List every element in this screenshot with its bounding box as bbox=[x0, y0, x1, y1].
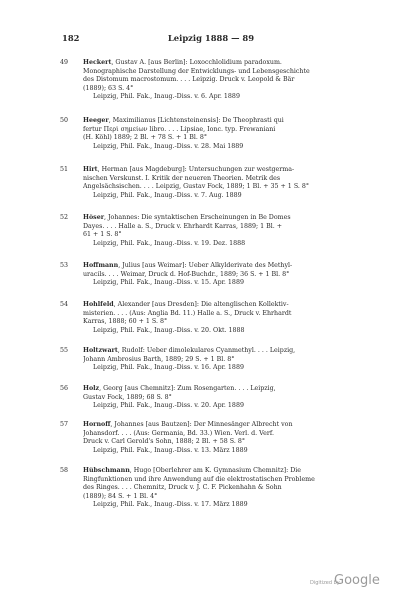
entry-line: (1889); 63 S. 4° bbox=[83, 84, 134, 92]
entry-text bbox=[83, 385, 362, 411]
entry-line: nischen Verskunst. I. Kritik der neueren Theorien. Metrik des bbox=[83, 174, 281, 182]
page-header bbox=[62, 33, 360, 47]
entry-number: 55 bbox=[60, 347, 69, 354]
entry-text bbox=[83, 467, 362, 510]
entry-line: Hohlfeld, Alexander [aus Dresden]: Die altenglischen Kollektiv- bbox=[83, 301, 289, 308]
entry-line: Johann Ambrosius Barth, 1889; 29 S. + 1 Bl. 8° bbox=[83, 355, 235, 363]
watermark-prefix: Digitized by bbox=[310, 580, 340, 586]
entry-line: Dayes. . . . Halle a. S., Druck v. Ehrhardt Karras, 1889; 1 Bl. + bbox=[83, 222, 283, 230]
entry-line: (1889); 84 S. + 1 Bl. 4° bbox=[83, 492, 158, 500]
entry-dissertation-line: Leipzig, Phil. Fak., Inaug.-Diss. v. 17. März 1889 bbox=[93, 501, 248, 509]
google-logo: Google bbox=[334, 573, 380, 588]
entry-line: Karras, 1888; 60 + 1 S. 8° bbox=[83, 318, 168, 326]
entry-line: Johansdorf. . . . (Aus: Germania, Bd. 33.) Wien. Verl. d. Verf. bbox=[83, 429, 274, 437]
entry-number: 57 bbox=[60, 421, 69, 428]
page-title: Leipzig 1888 — 89 bbox=[167, 33, 255, 43]
entry-line: Höser, Johannes: Die syntaktischen Erscheinungen in Be Domes bbox=[83, 214, 291, 221]
entry-dissertation-line: Leipzig, Phil. Fak., Inaug.-Diss. v. 16. Apr. 1889 bbox=[93, 364, 244, 372]
entry-text bbox=[83, 166, 362, 200]
entry-text bbox=[83, 347, 362, 373]
entry-line: 61 + 1 S. 8° bbox=[83, 231, 122, 239]
entry-number: 50 bbox=[60, 117, 69, 124]
entry-line: Hirt, Herman [aus Magdeburg]: Untersuchungen zur westgerma- bbox=[83, 166, 295, 173]
entry-line: Ringfunktionen und ihre Anwendung auf die elektrostatischen Probleme bbox=[83, 475, 315, 483]
entry-text bbox=[83, 301, 362, 335]
entry-line: Druck v. Carl Gerold's Sohn, 1888; 2 Bl. + 58 S. 8° bbox=[83, 438, 245, 446]
entry-line: misterien. . . . (Aus: Anglia Bd. 11.) Halle a. S., Druck v. Ehrhardt bbox=[83, 309, 292, 317]
entry-text bbox=[83, 262, 362, 288]
entry-line: des Ringes. . . . Chemnitz, Druck v. J. C. F. Pickenhahn & Sohn bbox=[83, 484, 282, 492]
entry-number: 52 bbox=[60, 214, 69, 221]
entry-line: Heeger, Maximilianus [Lichtensteinensis]: De Theophrasti qui bbox=[83, 117, 284, 124]
entry-dissertation-line: Leipzig, Phil. Fak., Inaug.-Diss. v. 6. Apr. 1889 bbox=[93, 93, 240, 101]
entry-dissertation-line: Leipzig, Phil. Fak., Inaug.-Diss. v. 15. Apr. 1889 bbox=[93, 279, 244, 287]
entry-dissertation-line: Leipzig, Phil. Fak., Inaug.-Diss. v. 7. Aug. 1889 bbox=[93, 191, 242, 199]
entry-line: Hoffmann, Julius [aus Weimar]: Ueber Alkylderivate des Methyl- bbox=[83, 262, 293, 269]
entry-line: Holz, Georg [aus Chemnitz]: Zum Rosengarten. . . . Leipzig, bbox=[83, 385, 276, 392]
entry-number: 49 bbox=[60, 59, 69, 66]
entry-line: Hübschmann, Hugo [Oberlehrer am K. Gymnasium Chemnitz]: Die bbox=[83, 467, 302, 474]
entry-line: Angelsächsischen. . . . Leipzig, Gustav Fock, 1889; 1 Bl. + 35 + 1 S. 8° bbox=[83, 183, 310, 191]
entry-line: uracils. . . . Weimar, Druck d. Hof-Buchdr., 1889; 36 S. + 1 Bl. 8° bbox=[83, 270, 290, 278]
entry-dissertation-line: Leipzig, Phil. Fak., Inaug.-Diss. v. 28. Mai 1889 bbox=[93, 142, 244, 150]
entry-line: Gustav Fock, 1889; 68 S. 8° bbox=[83, 393, 172, 401]
entry-line: fertur Περὶ σημείων libro. . . . Lipsiae, Ionc. typ. Frewaniani bbox=[83, 125, 276, 133]
entry-number: 54 bbox=[60, 301, 69, 308]
entry-number: 58 bbox=[60, 467, 69, 474]
entry-line: Holtzwart, Rudolf: Ueber dimolekulares Cyanmethyl. . . . Leipzig, bbox=[83, 347, 296, 354]
page-number: 182 bbox=[62, 33, 80, 43]
entry-line: Monographische Darstellung der Entwicklungs- und Lebensgeschichte bbox=[83, 67, 310, 75]
entry-number: 51 bbox=[60, 166, 69, 173]
entry-number: 56 bbox=[60, 385, 69, 392]
entry-text bbox=[83, 214, 362, 248]
entry-text bbox=[83, 421, 362, 455]
entry-line: (H. Köhl) 1889; 2 Bl. + 78 S. + 1 Bl. 8° bbox=[83, 134, 208, 142]
entry-line: Heckert, Gustav A. [aus Berlin]: Loxocchlolidium paradoxum. bbox=[83, 59, 282, 66]
entry-line: Hornoff, Johannes [aus Bautzen]: Der Minnesänger Albrecht von bbox=[83, 421, 293, 428]
entry-dissertation-line: Leipzig, Phil. Fak., Inaug.-Diss. v. 13. März 1889 bbox=[93, 446, 248, 454]
entry-dissertation-line: Leipzig, Phil. Fak., Inaug.-Diss. v. 19. Dez. 1888 bbox=[93, 239, 246, 247]
entry-text bbox=[83, 59, 362, 102]
entry-dissertation-line: Leipzig, Phil. Fak., Inaug.-Diss. v. 20. Apr. 1889 bbox=[93, 402, 244, 410]
entry-dissertation-line: Leipzig, Phil. Fak., Inaug.-Diss. v. 20. Okt. 1888 bbox=[93, 326, 245, 334]
digitized-by-google-watermark bbox=[310, 573, 390, 593]
entry-line: des Distomum macrostomum. . . . Leipzig. Druck v. Leopold & Bär bbox=[83, 76, 295, 84]
entry-text bbox=[83, 117, 362, 151]
entry-number: 53 bbox=[60, 262, 69, 269]
